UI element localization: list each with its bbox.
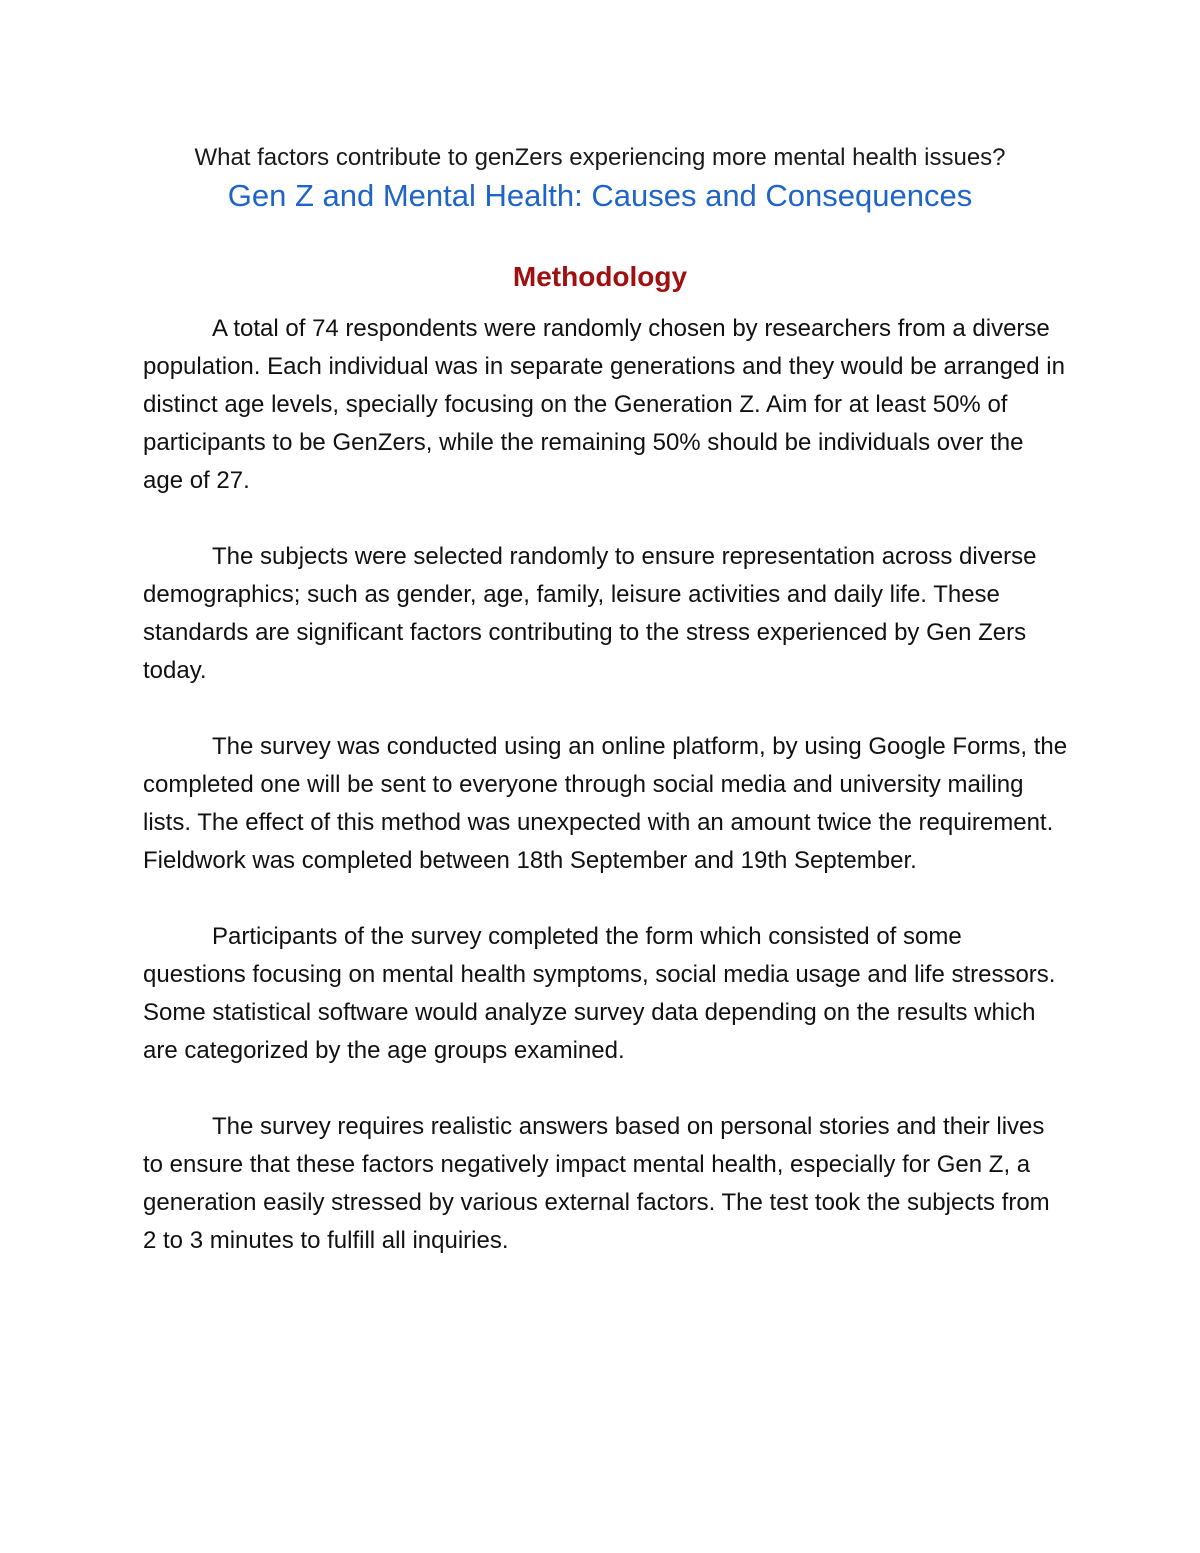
paragraph-5: The survey requires realistic answers based on personal stories and their lives to ensure that these factors negatively impact mental health, especially for Gen Z, a generation easily stressed by various external factors. The test took the subjects from 2 to 3 minutes to fulfill all inquiries. xyxy=(143,1113,1050,1254)
document-title: Gen Z and Mental Health: Causes and Consequences xyxy=(227,178,973,213)
paragraph-4: Participants of the survey completed the form which consisted of some questions focusing on mental health symptoms, social media usage and life stressors. Some statistical software would analyze survey data depending on the results which are categorized by the age groups examined. xyxy=(143,923,1056,1064)
paragraph-2: The subjects were selected randomly to ensure representation across diverse demographics; such as gender, age, family, leisure activities and daily life. These standards are significant factors contributing to the stress experienced by Gen Zers today. xyxy=(143,543,1037,684)
paragraph-1: A total of 74 respondents were randomly chosen by researchers from a diverse population. Each individual was in separate generations and they would be arranged in distinct age levels, specially focusing on the Generation Z. Aim for at least 50% of participants to be GenZers, while the remaining 50% should be individuals over the age of 27. xyxy=(143,315,1065,494)
section-heading-methodology: Methodology xyxy=(512,261,688,292)
methodology-body xyxy=(143,310,1068,1260)
research-question: What factors contribute to genZers experiencing more mental health issues? xyxy=(194,144,1006,171)
paragraph-3: The survey was conducted using an online platform, by using Google Forms, the completed one will be sent to everyone through social media and university mailing lists. The effect of this method was unexpected with an amount twice the requirement. Fieldwork was completed between 18th September and 19th September. xyxy=(143,733,1068,874)
